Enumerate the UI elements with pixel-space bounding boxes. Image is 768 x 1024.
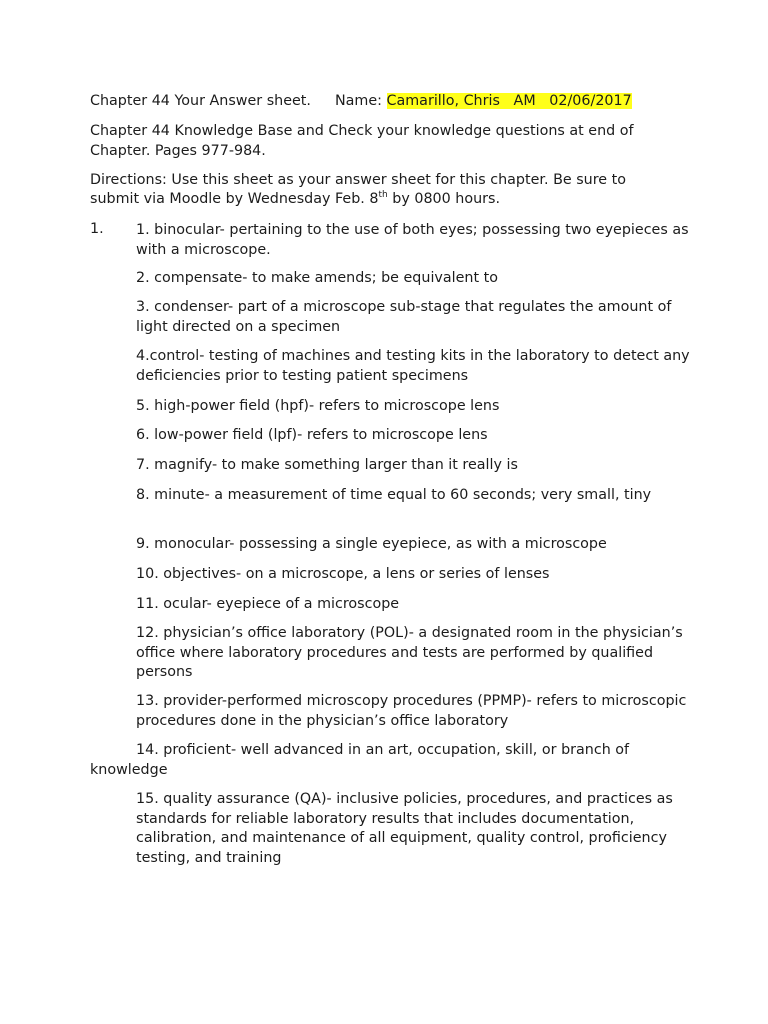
name-label: Name: — [334, 93, 382, 109]
sheet-title: Chapter 44 Your Answer sheet. — [90, 93, 311, 109]
student-name-highlight: Camarillo, Chris AM 02/06/2017 — [386, 93, 632, 109]
list-item: 6. low-power field (lpf)- refers to microscope lens — [136, 427, 488, 443]
intro-line-2: Chapter. Pages 977-984. — [90, 143, 266, 159]
directions-line-1: Directions: Use this sheet as your answer sheet for this chapter. Be sure to — [90, 172, 626, 188]
directions-line-2 — [90, 190, 500, 210]
list-item: 2. compensate- to make amends; be equivalent to — [136, 270, 498, 286]
list-number: 1. — [90, 221, 104, 237]
header-line — [90, 92, 632, 112]
directions-text: submit via Moodle by Wednesday Feb. 8 — [90, 191, 379, 207]
list-item: 15. quality assurance (QA)- inclusive policies, procedures, and practices as standards for reliable laboratory results that includes documentation, calibration, and maintenance of all equipment, quality control, proficiency testing, and training — [136, 791, 673, 866]
list-item: 5. high-power field (hpf)- refers to microscope lens — [136, 398, 500, 414]
list-item: 14. proficient- well advanced in an art, occupation, skill, or branch of knowledge — [90, 742, 630, 778]
list-item: 12. physician’s office laboratory (POL)- a designated room in the physician’s office where laboratory procedures and tests are performed by qualified persons — [136, 625, 683, 681]
list-item: 10. objectives- on a microscope, a lens or series of lenses — [136, 566, 550, 582]
list-item: 7. magnify- to make something larger than it really is — [136, 457, 518, 473]
ordinal-suffix: th — [378, 190, 388, 200]
directions-text-end: by 0800 hours. — [387, 191, 501, 207]
intro-line-1: Chapter 44 Knowledge Base and Check your knowledge questions at end of — [90, 123, 634, 139]
list-item: 1. binocular- pertaining to the use of both eyes; possessing two eyepieces as with a microscope. — [136, 222, 689, 258]
list-item: 9. monocular- possessing a single eyepiece, as with a microscope — [136, 536, 607, 552]
list-item: 4.control- testing of machines and testing kits in the laboratory to detect any deficiencies prior to testing patient specimens — [136, 348, 690, 384]
list-item: 11. ocular- eyepiece of a microscope — [136, 596, 400, 612]
list-item: 13. provider-performed microscopy procedures (PPMP)- refers to microscopic procedures done in the physician’s office laboratory — [136, 693, 687, 729]
list-item: 3. condenser- part of a microscope sub-stage that regulates the amount of light directed on a specimen — [136, 299, 672, 335]
list-item: 8. minute- a measurement of time equal to 60 seconds; very small, tiny — [136, 487, 652, 503]
